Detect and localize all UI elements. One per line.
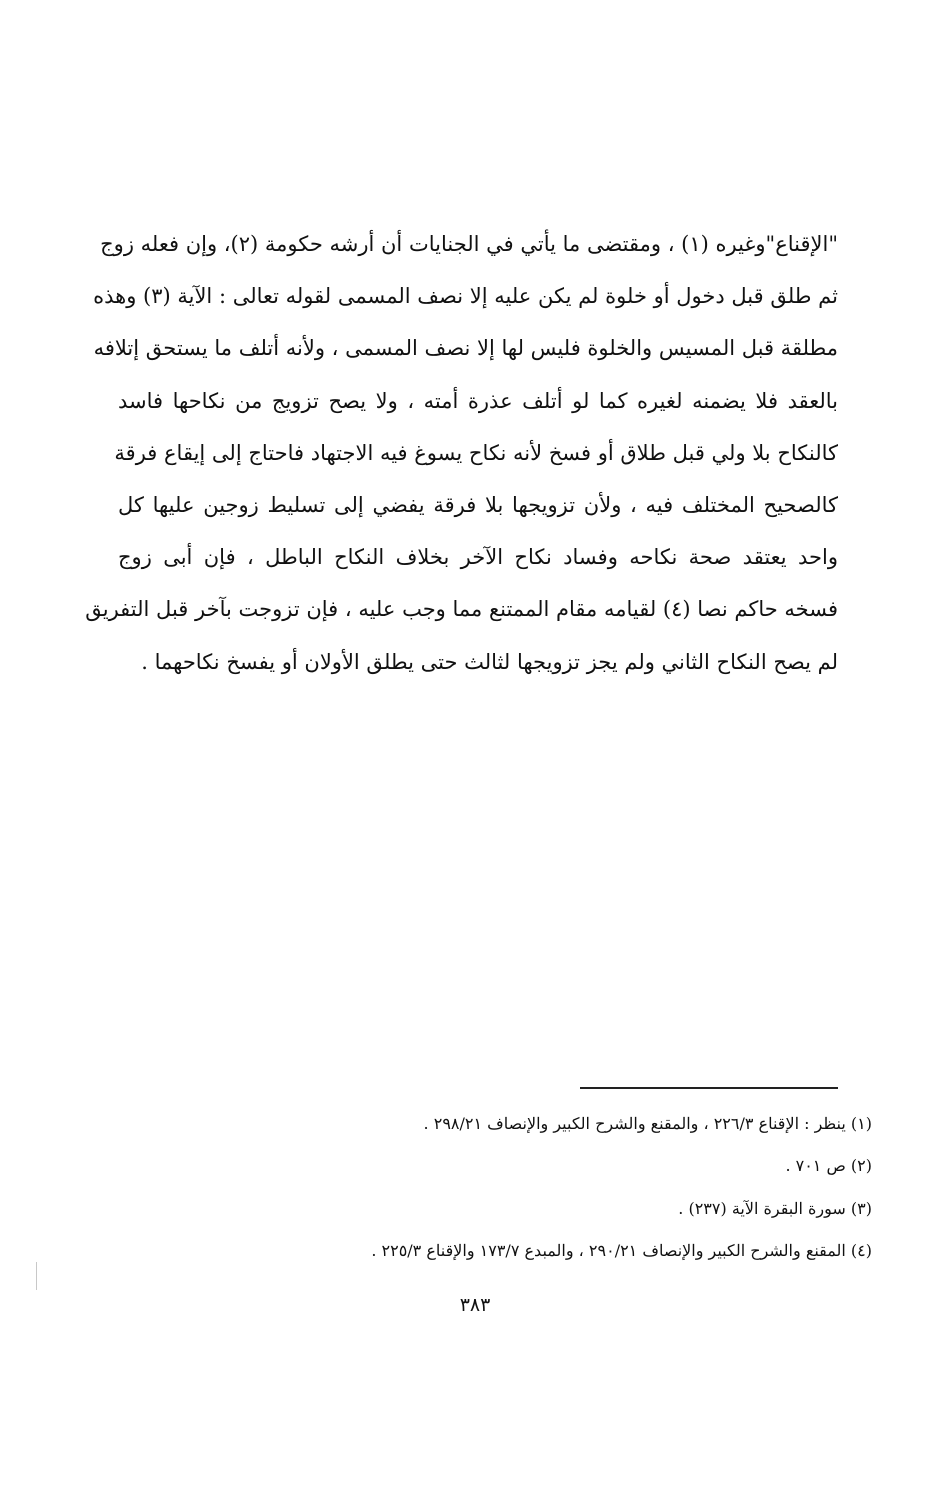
text-line: مطلقة قبل المسيس والخلوة فليس لها إلا نصف المسمى ، ولأنه أتلف ما يستحق إتلافه <box>93 336 838 361</box>
scan-margin-mark <box>36 1262 37 1290</box>
footnote: (٢) ص ٧٠١ . <box>785 1156 872 1176</box>
text-line: فسخه حاكم نصا (٤) لقيامه مقام الممتنع مما وجب عليه ، فإن تزوجت بآخر قبل التفريق <box>85 597 838 622</box>
text-line: بالعقد فلا يضمنه لغيره كما لو أتلف عذرة أمته ، ولا يصح تزويج من نكاحها فاسد <box>118 388 838 413</box>
footnote: (١) ينظر : الإقناع ٢٢٦/٣ ، والمقنع والشرح الكبير والإنصاف ٢٩٨/٢١ . <box>423 1114 872 1133</box>
footnotes-block <box>200 1106 872 1275</box>
footnote: (٣) سورة البقرة الآية (٢٣٧) . <box>678 1198 872 1218</box>
text-line: ثم طلق قبل دخول أو خلوة لم يكن عليه إلا نصف المسمى لقوله تعالى : الآية (٣) وهذه <box>93 284 838 309</box>
text-line: كالصحيح المختلف فيه ، ولأن تزويجها بلا فرقة يفضي إلى تسليط زوجين عليها كل <box>118 492 838 517</box>
text-line: كالنكاح بلا ولي قبل طلاق أو فسخ لأنه نكاح يسوغ فيه الاجتهاد فاحتاج إلى إيقاع فرقة <box>114 440 838 465</box>
footnote-separator <box>580 1087 838 1089</box>
main-text-block <box>85 218 838 688</box>
footnote: (٤) المقنع والشرح الكبير والإنصاف ٢٩٠/٢١ ، والمبدع ١٧٣/٧ والإقناع ٢٢٥/٣ . <box>371 1240 872 1260</box>
text-line: واحد يعتقد صحة نكاحه وفساد نكاح الآخر بخلاف النكاح الباطل ، فإن أبى زوج <box>118 545 838 570</box>
page-number: ٣٨٣ <box>459 1294 491 1316</box>
text-line: "الإقناع"وغيره (١) ، ومقتضى ما يأتي في الجنايات أن أرشه حكومة (٢)، وإن فعله زوج <box>100 232 838 256</box>
text-line: لم يصح النكاح الثاني ولم يجز تزويجها لثالث حتى يطلق الأولان أو يفسخ نكاحهما . <box>141 649 838 674</box>
